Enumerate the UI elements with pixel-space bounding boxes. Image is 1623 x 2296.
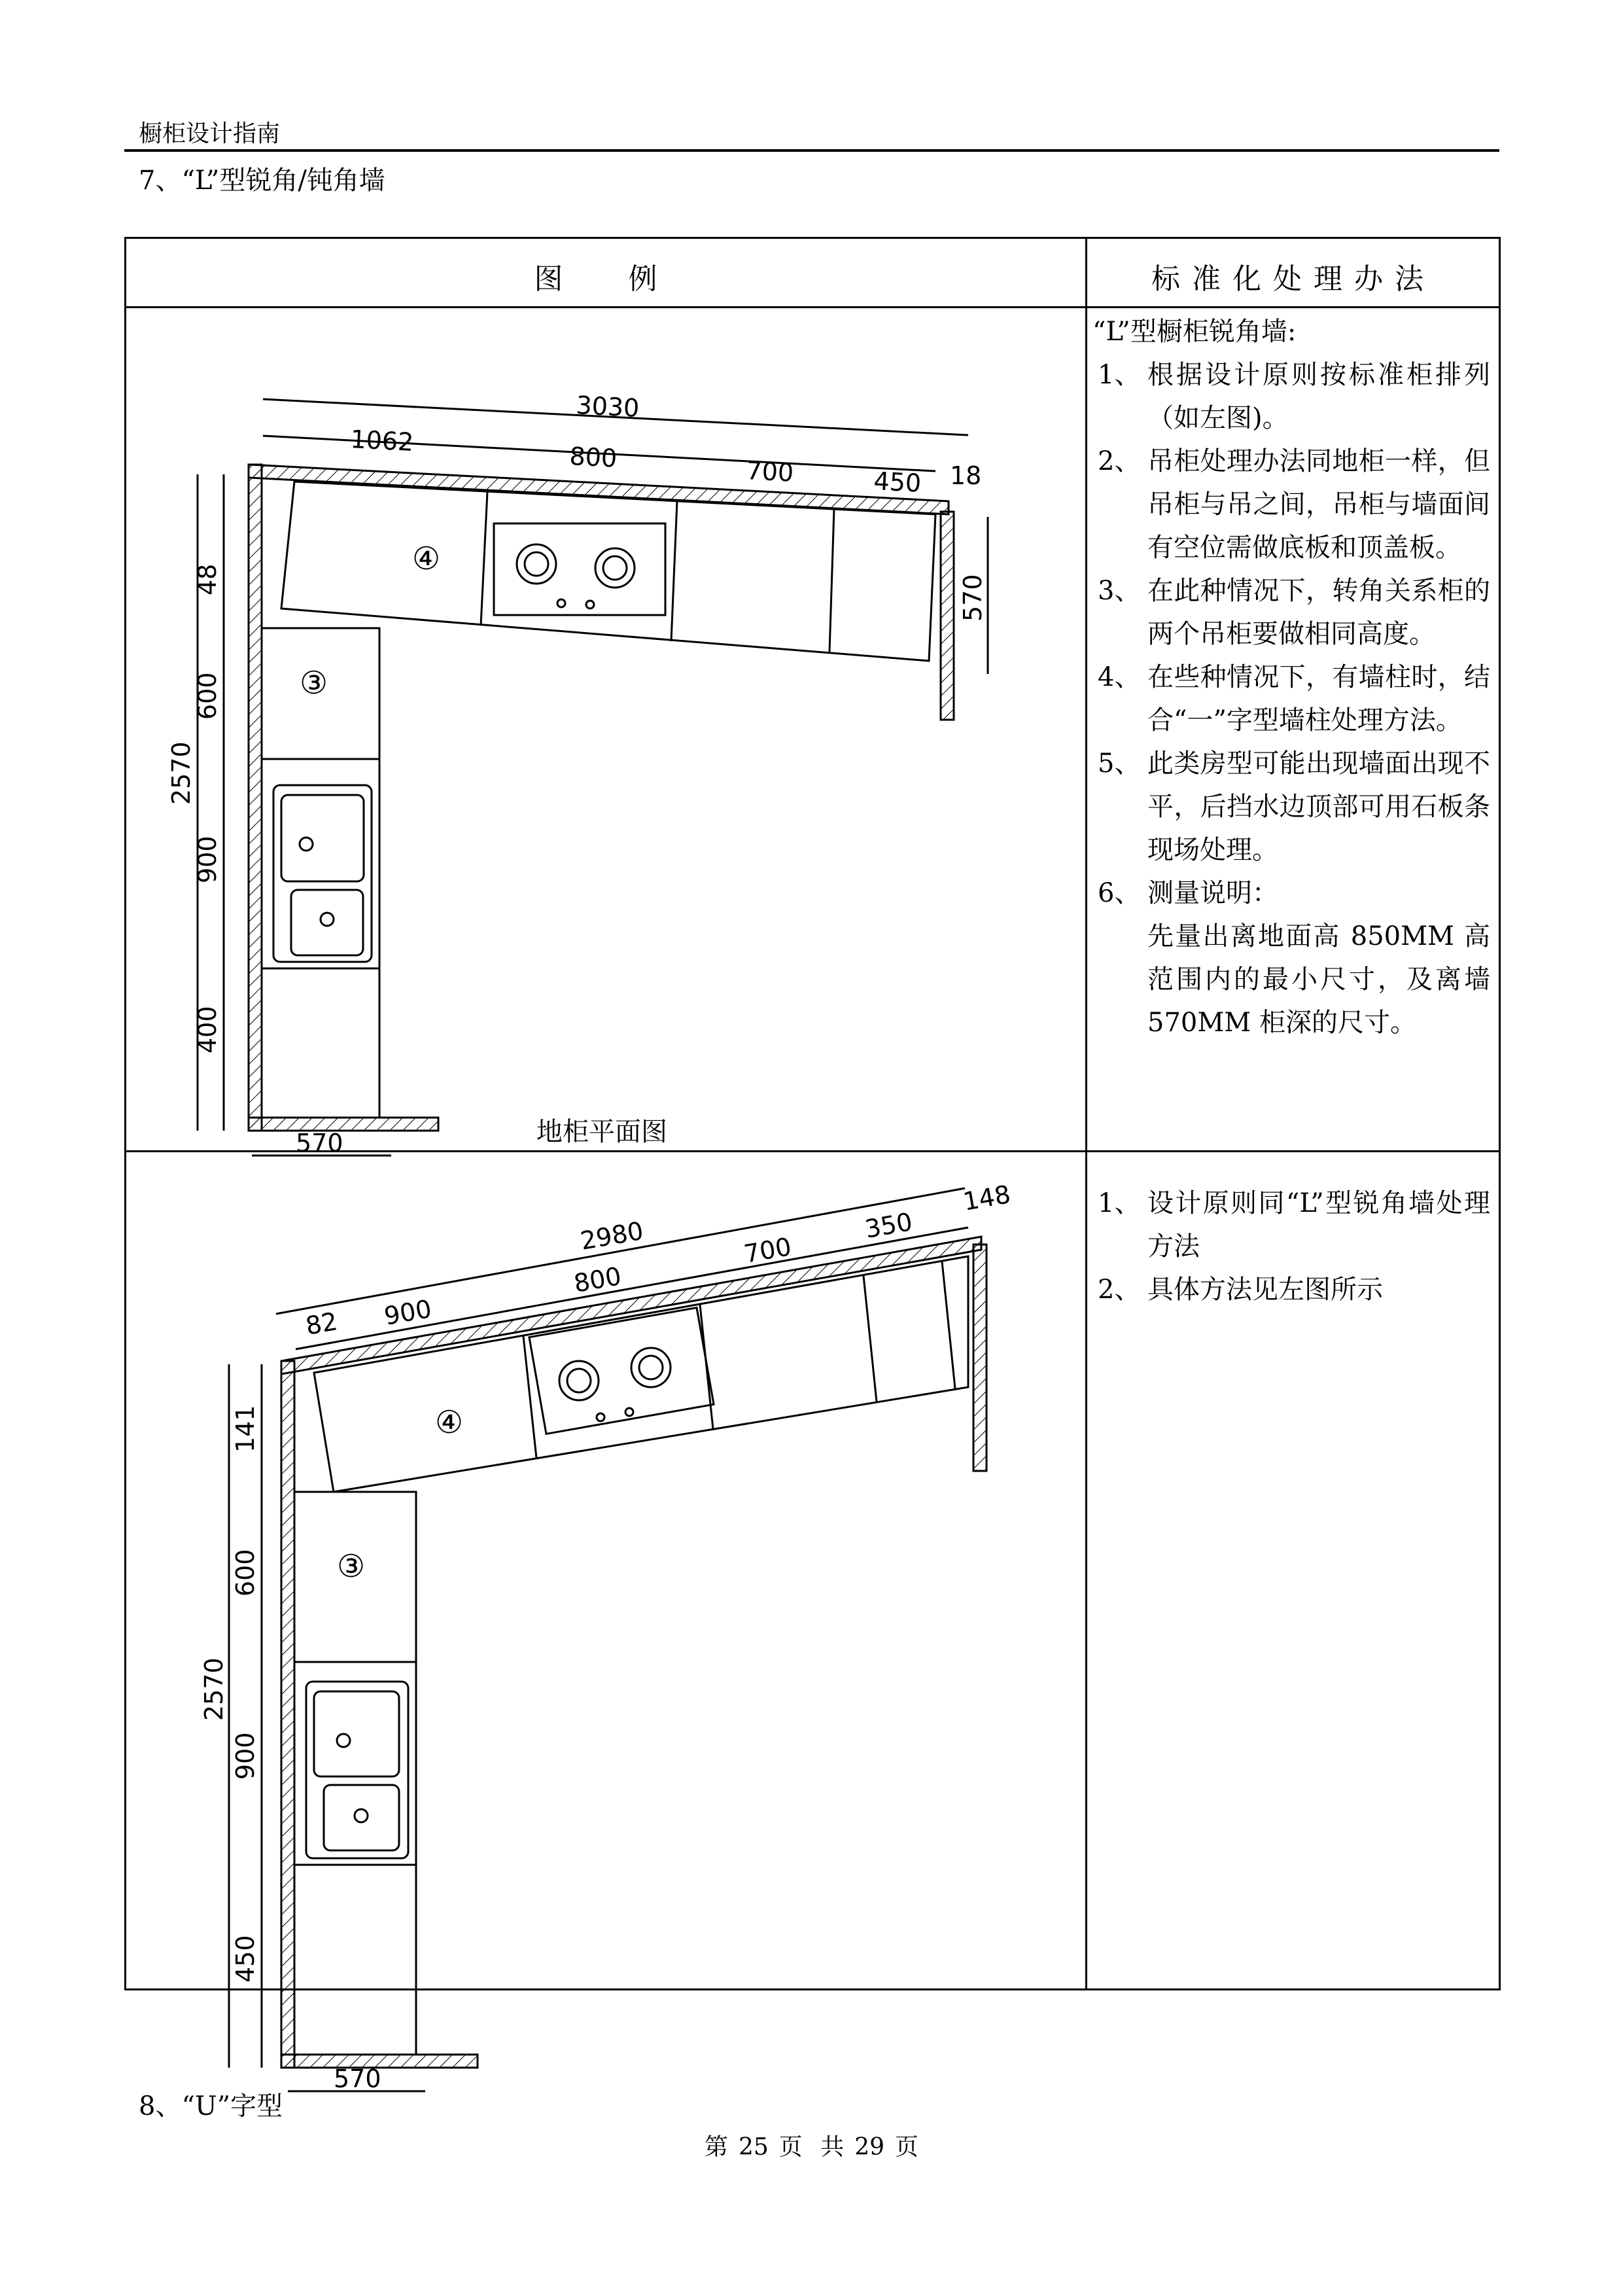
cabinet-label-3: ③	[300, 665, 328, 701]
drain-icon	[355, 1809, 368, 1822]
dim-seg1: 1062	[349, 425, 415, 457]
knob-icon	[586, 601, 594, 609]
dim-seg2: 800	[571, 1261, 623, 1298]
burner-icon	[517, 544, 556, 584]
dim-seg5: 148	[960, 1179, 1013, 1216]
cabinet-divider	[671, 501, 677, 641]
dim-left3: 900	[231, 1732, 260, 1780]
obtuse-l-plan-diagram	[124, 1165, 1086, 2093]
cooktop	[529, 1308, 714, 1434]
page-footer: 第 25 页 共 29 页	[704, 2134, 919, 2161]
cabinet-divider	[481, 492, 487, 626]
burner-icon	[559, 1361, 599, 1400]
cooktop	[494, 523, 665, 615]
list-item: 5、 此类房型可能出现墙面出现不平，后挡水边顶部可用石板条现场处理。	[1098, 749, 1490, 865]
sink-bowl	[281, 795, 364, 881]
list-item: 1、 根据设计原则按标准柜排列（如左图)。	[1098, 360, 1490, 433]
dim-bottom: 570	[296, 1129, 343, 1157]
dim-bottom: 570	[334, 2064, 381, 2093]
header-rule	[124, 149, 1499, 152]
dim-seg1: 900	[381, 1294, 434, 1331]
knob-icon	[597, 1413, 604, 1421]
burner-icon	[595, 548, 635, 588]
header-title: 橱柜设计指南	[139, 120, 281, 147]
cabinet-divider	[829, 509, 834, 652]
cabinet-label-4: ④	[412, 540, 441, 577]
dim-left1: 141	[231, 1405, 260, 1453]
burner-icon	[603, 556, 627, 580]
cabinet-label-4: ④	[435, 1404, 464, 1441]
dim-seg4: 350	[862, 1207, 915, 1244]
measurement-note: 先量出离地面高 850MM 高范围内的最小尺寸，及离墙 570MM 柜深的尺寸。	[1147, 921, 1490, 1038]
table-border-top	[124, 237, 1501, 239]
burner-icon	[639, 1356, 663, 1379]
knob-icon	[625, 1408, 633, 1416]
sink	[306, 1682, 408, 1858]
dim-seg3: 700	[741, 1231, 794, 1269]
drain-icon	[300, 838, 313, 851]
sink-bowl	[324, 1785, 399, 1850]
drain-icon	[337, 1734, 350, 1747]
table-border-right	[1499, 237, 1501, 1990]
dim-left2: 600	[193, 672, 222, 720]
cabinet-divider	[523, 1336, 536, 1458]
dim-seg3: 700	[745, 456, 795, 487]
section-title: 7、“L”型锐角/钝角墙	[139, 166, 385, 196]
sink-bowl	[314, 1691, 399, 1776]
list-item: 1、 设计原则同“L”型锐角墙处理方法	[1098, 1188, 1490, 1262]
right-wall	[973, 1245, 986, 1471]
dim-left-total: 2570	[167, 741, 196, 805]
dim-left2: 600	[231, 1549, 260, 1597]
dim-overall: 3030	[575, 391, 640, 423]
dim-left-total: 2570	[200, 1657, 228, 1721]
burner-icon	[567, 1369, 591, 1392]
list-item: 2、 吊柜处理办法同地柜一样，但吊柜与吊之间，吊柜与墙面间有空位需做底板和顶盖板。	[1098, 446, 1490, 563]
row1-intro: “L”型橱柜锐角墙:	[1092, 317, 1297, 347]
top-wall	[249, 465, 949, 514]
dim-seg4: 450	[873, 467, 922, 498]
section-8-title: 8、“U”字型	[139, 2091, 283, 2121]
bottom-wall	[249, 1118, 438, 1131]
list-item: 2、 具体方法见左图所示	[1098, 1275, 1383, 1305]
cabinet-divider	[942, 1262, 955, 1388]
cabinet-divider	[864, 1276, 877, 1402]
column-header-diagram: 图 例	[534, 262, 676, 296]
cabinet-label-3: ③	[337, 1548, 366, 1585]
sink	[273, 785, 372, 962]
dim-depth: 570	[958, 574, 987, 622]
dim-left4: 400	[193, 1006, 222, 1053]
dim-left1: 48	[193, 563, 222, 595]
list-item: 3、 在此种情况下，转角关系柜的两个吊柜要做相同高度。	[1098, 576, 1490, 649]
list-item: 6、 测量说明：	[1098, 878, 1278, 908]
row1-method-text	[1092, 310, 1490, 1044]
right-wall	[941, 512, 954, 720]
list-item: 4、 在些种情况下，有墙柱时，结合“一”字型墙柱处理方法。	[1098, 662, 1490, 735]
dimension-line-overall	[276, 1188, 965, 1314]
knob-icon	[557, 599, 565, 607]
dim-seg2: 800	[568, 442, 618, 473]
drain-icon	[321, 913, 334, 926]
dim-seg0: 82	[303, 1307, 340, 1341]
dim-overall: 2980	[578, 1216, 646, 1256]
burner-icon	[525, 552, 548, 576]
dim-left3: 900	[193, 836, 222, 883]
left-wall	[281, 1361, 294, 2068]
dim-left4: 450	[231, 1935, 260, 1983]
column-header-method: 标准化处理办法	[1151, 262, 1435, 296]
row2-method-text	[1098, 1182, 1490, 1311]
left-wall	[249, 465, 262, 1131]
sink-bowl	[291, 890, 363, 955]
dim-seg5: 18	[950, 461, 982, 490]
row1-caption: 地柜平面图	[536, 1117, 667, 1147]
burner-icon	[631, 1348, 671, 1387]
left-cabinet-run	[262, 628, 379, 1118]
